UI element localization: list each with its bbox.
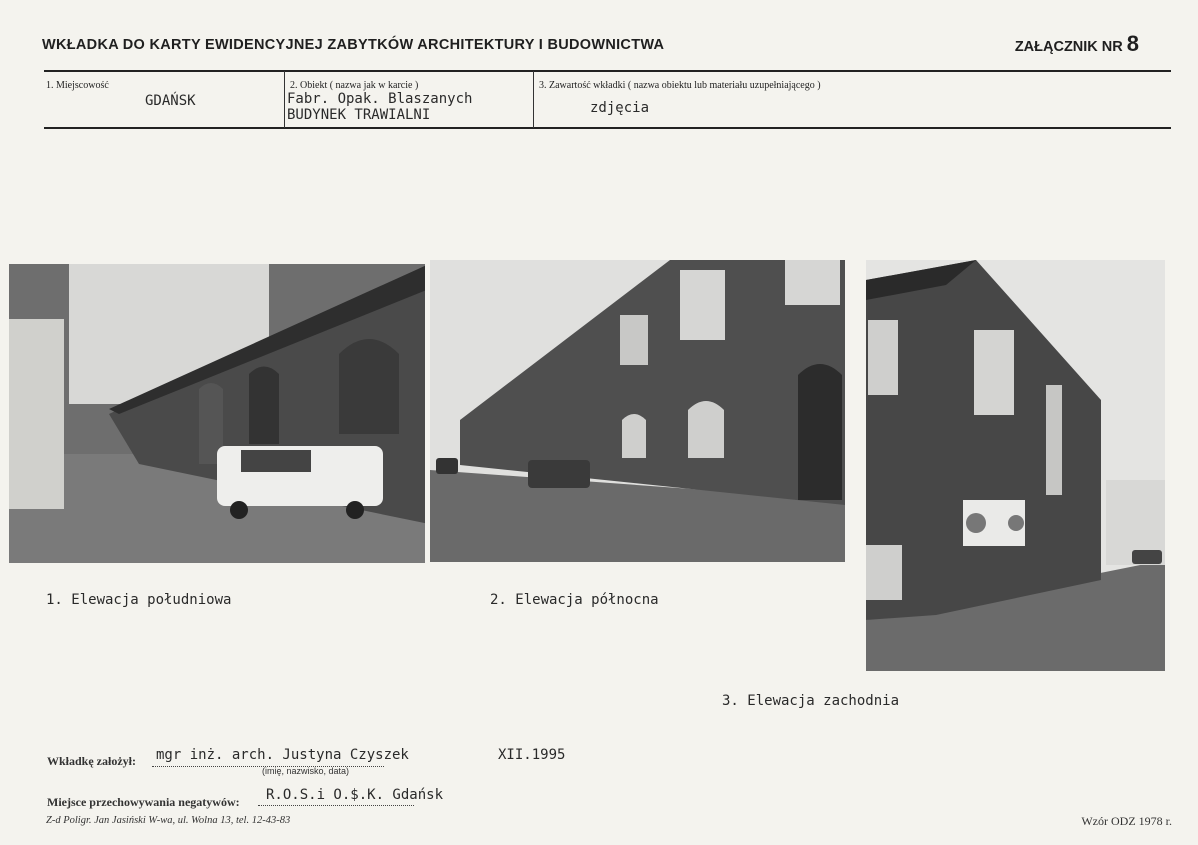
photo-south-elevation — [9, 264, 425, 563]
annex-number-value: 8 — [1126, 31, 1139, 56]
annex-number — [1015, 31, 1139, 57]
content-value: zdjęcia — [590, 100, 650, 116]
object-value-line2: BUDYNEK TRAWIALNI — [287, 107, 431, 123]
negatives-line — [258, 805, 414, 806]
header-rule-top — [44, 70, 1171, 72]
negatives-value: R.O.S.i O.$.K. Gdańsk — [266, 787, 444, 803]
created-by-value: mgr inż. arch. Justyna Czyszek — [156, 747, 409, 763]
header-rule-bottom — [44, 127, 1171, 129]
content-label: 3. Zawartość wkładki ( nazwa obiektu lub materiału uzupełniającego ) — [539, 80, 821, 91]
object-value-line1: Fabr. Opak. Blaszanych — [287, 91, 473, 107]
caption-photo-2: 2. Elewacja północna — [490, 592, 659, 608]
negatives-label: Miejsce przechowywania negatywów: — [47, 795, 240, 809]
created-by-label: Wkładkę założył: — [47, 754, 136, 768]
form-title: WKŁADKA DO KARTY EWIDENCYJNEJ ZABYTKÓW ARCHITEKTURY I BUDOWNICTWA — [42, 37, 665, 53]
created-date-value: XII.1995 — [498, 747, 566, 763]
caption-photo-1: 1. Elewacja południowa — [46, 592, 232, 608]
created-by-hint: (imię, nazwisko, data) — [262, 766, 350, 776]
field-divider-2 — [533, 71, 534, 128]
place-label: 1. Miejscowość — [46, 80, 109, 91]
annex-label: ZAŁĄCZNIK NR — [1014, 39, 1123, 55]
photo-west-elevation — [866, 260, 1165, 671]
form-model: Wzór ODZ 1978 r. — [1081, 814, 1172, 828]
printer-imprint: Z-d Poligr. Jan Jasiński W-wa, ul. Wolna 13, tel. 12-43-83 — [46, 815, 291, 826]
place-value: GDAŃSK — [145, 93, 196, 109]
field-divider-1 — [284, 71, 285, 128]
object-label: 2. Obiekt ( nazwa jak w karcie ) — [290, 80, 419, 91]
photo-north-elevation — [430, 260, 845, 562]
caption-photo-3: 3. Elewacja zachodnia — [722, 693, 900, 709]
